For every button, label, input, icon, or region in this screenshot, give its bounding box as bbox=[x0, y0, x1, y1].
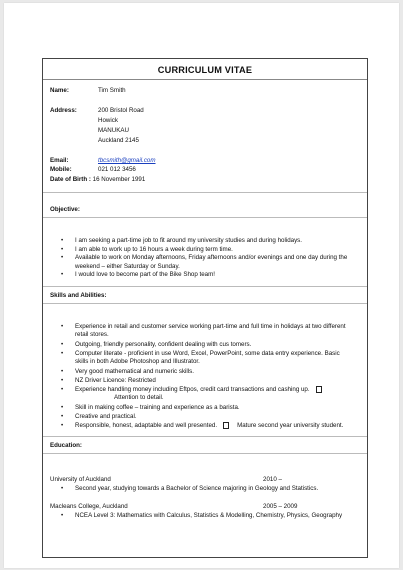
list-item: • I would love to become part of the Bike Shop team! bbox=[57, 271, 365, 280]
bullet-icon: • bbox=[61, 413, 64, 420]
cv-border-frame bbox=[42, 58, 368, 558]
list-item: Experience handling money including Eftpos, credit card transactions and cashing up. bbox=[75, 386, 310, 393]
bullet-icon: • bbox=[61, 341, 64, 348]
list-item: Outgoing, friendly personality, confident dealing with cus tomers. bbox=[75, 341, 252, 348]
checkbox-glyph-icon bbox=[223, 422, 229, 429]
list-item: skills in both Adobe Photoshop and Illustrator. bbox=[75, 358, 200, 365]
address-line-1: 200 Bristol Road bbox=[98, 107, 144, 114]
list-item: NZ Driver Licence: Restricted bbox=[75, 377, 156, 384]
checkbox-glyph-icon bbox=[316, 386, 322, 393]
dob-value: 16 November 1991 bbox=[92, 176, 146, 183]
section-divider bbox=[43, 303, 367, 304]
education-detail: Second year, studying towards a Bachelor of Science majoring in Geology and Statistics. bbox=[75, 485, 319, 492]
bullet-icon: • bbox=[61, 512, 64, 519]
document-title: CURRICULUM VITAE bbox=[157, 65, 253, 75]
bullet-icon: • bbox=[61, 386, 64, 393]
list-item: retail stores. bbox=[75, 331, 109, 338]
education-years: 2010 – bbox=[263, 476, 282, 483]
bullet-icon: • bbox=[61, 323, 64, 330]
skills-heading: Skills and Abilities: bbox=[50, 292, 107, 299]
document-page bbox=[4, 3, 399, 568]
education-years: 2005 – 2009 bbox=[263, 503, 298, 510]
bullet-icon: • bbox=[61, 377, 64, 384]
list-item-row bbox=[75, 386, 324, 394]
bullet-icon: • bbox=[61, 350, 64, 357]
list-item: Responsible, honest, adaptable and well presented. bbox=[75, 422, 218, 429]
address-line-3: MANUKAU bbox=[98, 127, 129, 134]
education-institution: University of Auckland bbox=[50, 476, 111, 483]
section-divider bbox=[43, 286, 367, 287]
mobile-value: 021 012 3456 bbox=[98, 166, 136, 173]
education-institution: Macleans College, Auckland bbox=[50, 503, 128, 510]
mobile-label: Mobile: bbox=[50, 166, 72, 173]
list-item-row bbox=[75, 422, 343, 430]
section-divider bbox=[43, 217, 367, 218]
email-label: Email: bbox=[50, 157, 69, 164]
list-item: Computer literate - proficient in use Word, Excel, PowerPoint, some data entry experience. Basic bbox=[75, 350, 340, 357]
list-item: Creative and practical. bbox=[75, 413, 137, 420]
list-item: Skill in making coffee – training and experience as a barista. bbox=[75, 404, 240, 411]
education-heading: Education: bbox=[50, 442, 82, 449]
bullet-icon: • bbox=[61, 485, 64, 492]
name-value: Tim Smith bbox=[98, 87, 126, 94]
section-divider bbox=[43, 192, 367, 193]
objective-list bbox=[57, 237, 365, 280]
list-item: Attention to detail. bbox=[114, 394, 164, 401]
bullet-icon: • bbox=[61, 422, 64, 429]
list-item: • Available to work on Monday afternoons, Friday afternoons and/or evenings and one day during the bbox=[57, 254, 365, 263]
email-link[interactable]: tbcsmith@gmail.com bbox=[98, 157, 156, 164]
title-divider bbox=[43, 79, 367, 80]
list-item: Very good mathematical and numeric skills. bbox=[75, 368, 194, 375]
address-line-2: Howick bbox=[98, 117, 118, 124]
section-divider bbox=[43, 453, 367, 454]
list-item: Mature second year university student. bbox=[237, 422, 344, 429]
bullet-icon: • bbox=[61, 368, 64, 375]
education-detail: NCEA Level 3: Mathematics with Calculus, Statistics & Modelling, Chemistry, Physics, Geography bbox=[75, 512, 343, 519]
dob-label: Date of Birth : bbox=[50, 176, 91, 183]
dob-row bbox=[50, 176, 145, 184]
objective-heading: Objective: bbox=[50, 206, 80, 213]
list-item: weekend – either Saturday or Sunday. bbox=[75, 262, 180, 270]
list-item: • I am seeking a part-time job to fit around my university studies and during holidays. bbox=[57, 237, 365, 246]
list-item: Experience in retail and customer service working part-time and full time in holidays at two different bbox=[75, 323, 346, 330]
name-label: Name: bbox=[50, 87, 69, 94]
address-line-4: Auckland 2145 bbox=[98, 137, 139, 144]
address-label: Address: bbox=[50, 107, 77, 114]
list-item: • I am able to work up to 16 hours a week during term time. bbox=[57, 246, 365, 255]
section-divider bbox=[43, 436, 367, 437]
bullet-icon: • bbox=[61, 404, 64, 411]
